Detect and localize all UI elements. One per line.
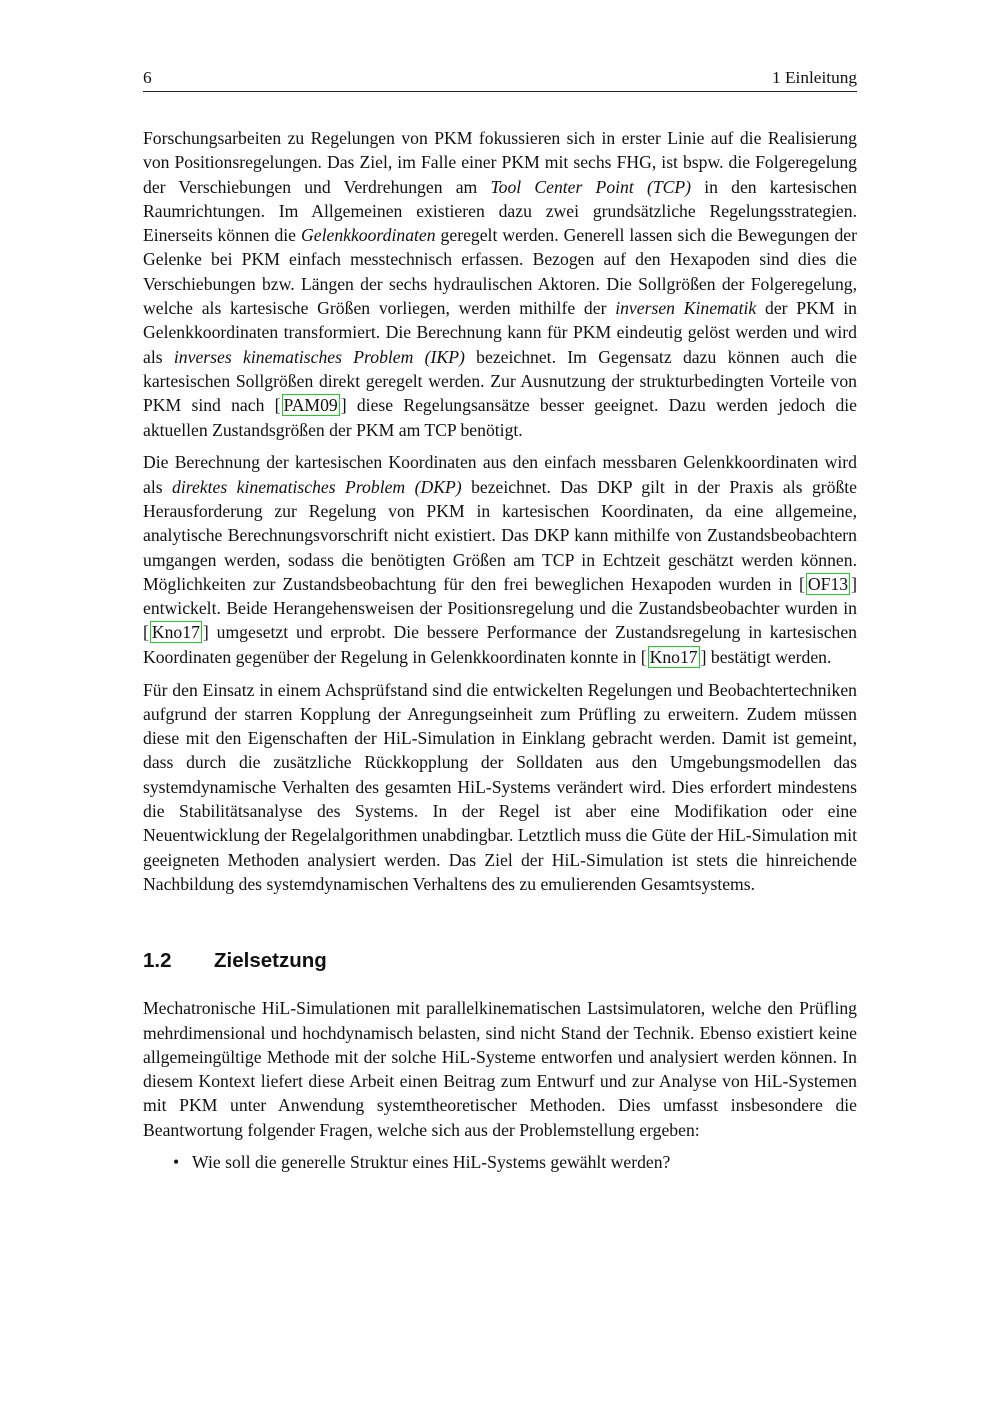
text-run: entwickelt. Beide Herangehensweisen der Positionsregelung und die Zustandsbeobachter wurden in (143, 598, 857, 619)
term-tcp: Tool Center Point (TCP) (490, 176, 692, 197)
citation-link-kno17[interactable]: Kno17 (151, 622, 200, 643)
text-run: diese Regelungsansätze besser geeignet. Dazu werden jedoch die aktuellen Zustandsgrößen der PKM am TCP benötigt. (143, 395, 857, 440)
citation-link-of13[interactable]: OF13 (807, 573, 849, 594)
bullet-icon: • (173, 1151, 180, 1172)
text-run: bestätigt werden. (706, 646, 832, 667)
section-number: 1.2 (143, 949, 172, 973)
paragraph-1: Forschungsarbeiten zu Regelungen von PKM fokussieren sich in erster Linie auf die Realisierung von Positionsregelungen. Das Ziel, im Falle einer PKM mit sechs FHG, ist bspw. die Folgeregelung der Verschiebungen und Verdrehungen am Tool Center Point (TCP) in den kartesischen Raumrichtungen. Im Allgemeinen existieren dazu zwei grundsätzliche Regelungsstrategien. Einerseits können die Gelenkkoordinaten geregelt werden. Generell lassen sich die Bewegungen der Gelenke bei PKM einfach messtechnisch erfassen. Bezogen auf den Hexapoden sind dies die Verschiebungen bzw. Längen der sechs hydraulischen Aktoren. Die Sollgrößen der Folgeregelung, welche als kartesische Größen vorliegen, werden mithilfe der inversen Kinematik der PKM in Gelenkkoordinaten transformiert. Die Berechnung kann für PKM eindeutig gelöst werden und wird als inverses kinematisches Problem (IKP) bezeichnet. Im Gegensatz dazu können auch die kartesischen Sollgrößen direkt geregelt werden. Zur Ausnutzung der strukturbedingten Vorteile von PKM sind nach [ PAM09 ] diese Regelungsansätze besser geeignet. Dazu werden jedoch die aktuellen Zustandsgrößen der PKM am TCP benötigt. (143, 128, 858, 440)
paragraph-2: Die Berechnung der kartesischen Koordinaten aus den einfach messbaren Gelenkkoordinaten wird als direktes kinematisches Problem (DKP) bezeichnet. Das DKP gilt in der Praxis als größte Herausforderung zur Regelung von PKM in kartesischen Koordinaten, da eine allgemeine, analytische Berechnungsvorschrift nicht existiert. Das DKP kann mithilfe von Zustandsbeobachtern umgangen werden, sodass die benötigten Größen am TCP in Echtzeit geschätzt werden können. Möglichkeiten zur Zustandsbeobachtung für den frei beweglichen Hexapoden wurden in [ OF13 ] entwickelt. Beide Herangehensweisen der Positionsregelung und die Zustandsbeobachter wurden in [ Kno17 ] umgesetzt und erprobt. Die bessere Performance der Zustandsregelung in kartesischen Koordinaten gegenüber der Regelung in Gelenkkoordinaten konnte in [ Kno17 ] bestätigt werden. (143, 452, 858, 667)
page-number: 6 (143, 68, 152, 87)
list-item-text: Wie soll die generelle Struktur eines HiL-Systems gewählt werden? (192, 1151, 671, 1172)
running-header (143, 66, 857, 92)
citation-link-pam09[interactable]: PAM09 (283, 395, 338, 416)
text-run: geregelt werden. Generell lassen sich die Bewegungen der Gelenke bei PKM einfach messtechnisch erfassen. Bezogen auf den Hexapoden sind dies die Verschiebungen bzw. Längen der sechs hydraulischen Aktoren. Die Sollgrößen der Folgeregelung, welche als kartesische Größen vorliegen, werden mithilfe der (143, 225, 858, 319)
text-run: umgesetzt und erprobt. Die bessere Performance der Zustandsregelung in kartesischen Koordinaten gegenüber der Regelung in Gelenkkoordinaten konnte in (143, 622, 857, 667)
term-inverse-kinematik: inversen Kinematik (615, 298, 757, 319)
term-gelenkkoordinaten: Gelenkkoordinaten (301, 225, 436, 246)
text-run: bezeichnet. Das DKP gilt in der Praxis als größte Herausforderung zur Regelung von PKM in kartesischen Koordinaten, da eine allgemeine, analytische Berechnungsvorschrift nicht existiert. Das DKP kann mithilfe von Zustandsbeobachtern umgangen werden, sodass die benötigten Größen am TCP in Echtzeit geschätzt werden können. Möglichkeiten zur Zustandsbeobachtung für den frei beweglichen Hexapoden wurden in (143, 476, 858, 594)
term-dkp: direktes kinematisches Problem (DKP) (172, 476, 462, 497)
chapter-title: 1 Einleitung (772, 68, 857, 87)
citation-link-kno17[interactable]: Kno17 (649, 646, 698, 667)
section-title: Zielsetzung (214, 949, 327, 973)
text-run: in den kartesischen Raumrichtungen. Im Allgemeinen existieren dazu zwei grundsätzliche Regelungsstrategien. Einerseits können die (143, 176, 857, 246)
text-run: Forschungsarbeiten zu Regelungen von PKM fokussieren sich in erster Linie auf die Realisierung von Positionsregelungen. Das Ziel, im Falle einer PKM mit sechs FHG, ist bspw. die Folgeregelung der Verschiebungen und Verdrehungen am (143, 128, 857, 197)
paragraph-3: Für den Einsatz in einem Achsprüfstand sind die entwickelten Regelungen und Beobachtertechniken aufgrund der starren Kopplung der Anregungseinheit zum Prüfling zu erweitern. Zudem müssen diese mit den Eigenschaften der HiL-Simulation in Einklang gebracht werden. Damit ist gemeint, dass durch die zusätzliche Rückkopplung der Solldaten aus den Umgebungsmodellen das systemdynamische Verhalten des gesamten HiL-Systems verändert wird. Dies erfordert mindestens die Stabilitätsanalyse des Systems. In der Regel ist aber eine Modifikation oder eine Neuentwicklung der Regelalgorithmen unabdingbar. Letztlich muss die Güte der HiL-Simulation mit geeigneten Methoden analysiert werden. Das Ziel der HiL-Simulation ist stets die hinreichende Nachbildung des systemdynamischen Verhaltens des zu emulierenden Gesamtsystems. (143, 679, 857, 894)
term-ikp: inverses kinematisches Problem (IKP) (173, 346, 465, 367)
page-body (143, 126, 857, 1174)
paragraph-4: Mechatronische HiL-Simulationen mit parallelkinematischen Lastsimulatoren, welche den Prüfling mehrdimensional und hochdynamisch belasten, sind nicht Stand der Technik. Ebenso existiert keine allgemeingültige Methode mit der solche HiL-Systeme entworfen und analysiert werden können. In diesem Kontext liefert diese Arbeit einen Beitrag zum Entwurf und zur Analyse von HiL-Systemen mit PKM unter Anwendung systemtheoretischer Methoden. Dies umfasst insbesondere die Beantwortung folgender Fragen, welche sich aus der Problemstellung ergeben: (143, 998, 857, 1140)
text-run: der PKM in Gelenkkoordinaten transformiert. Die Berechnung kann für PKM eindeutig gelöst werden und wird als (143, 298, 857, 367)
question-list (143, 1150, 857, 1174)
list-item (143, 1150, 857, 1174)
section-heading (143, 948, 857, 974)
text-run: Die Berechnung der kartesischen Koordinaten aus den einfach messbaren Gelenkkoordinaten wird als (143, 452, 857, 497)
text-run: bezeichnet. Im Gegensatz dazu können auch die kartesischen Sollgrößen direkt geregelt werden. Zur Ausnutzung der strukturbedingten Vorteile von PKM sind nach (143, 346, 857, 416)
